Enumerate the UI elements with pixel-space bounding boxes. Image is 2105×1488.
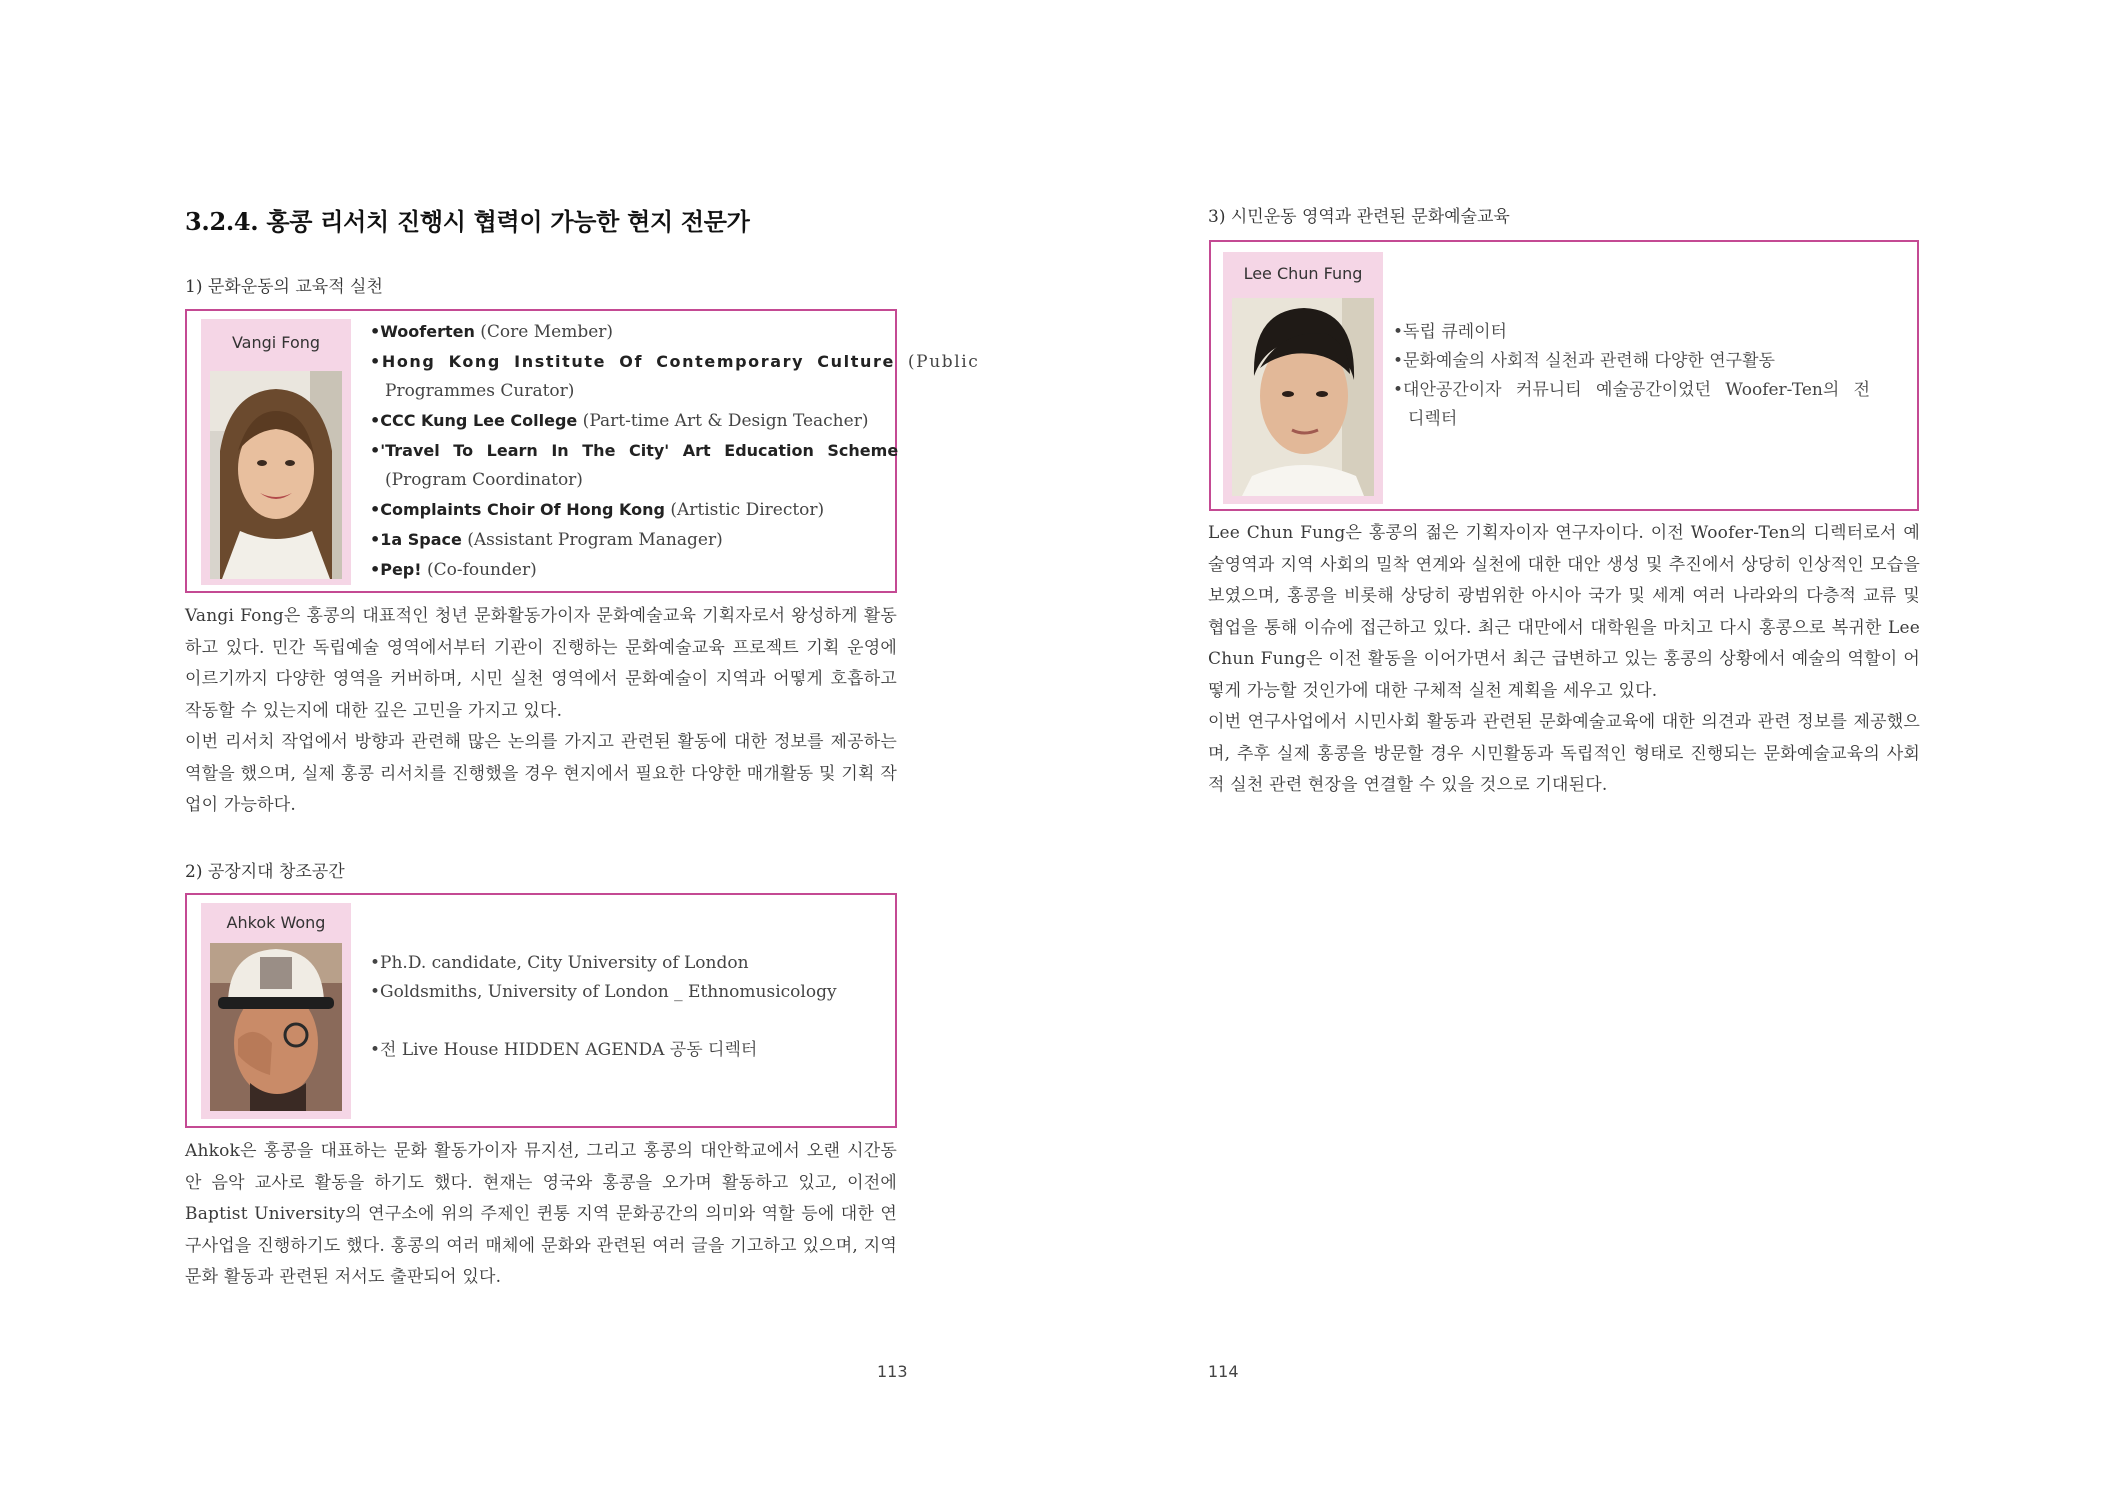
affiliation-spacer [370, 1007, 888, 1036]
affiliation-item: •Pep! (Co-founder) [370, 560, 537, 580]
page-number-right: 114 [1208, 1362, 1239, 1381]
affiliation-item: •1a Space (Assistant Program Manager) [370, 530, 723, 550]
right-page [1208, 0, 1923, 1488]
photo-panel [201, 903, 351, 1119]
affiliation-item: •문화예술의 사회적 실천과 관련해 다양한 연구활동 [1393, 351, 1775, 371]
section-title: 3.2.4. 홍콩 리서치 진행시 협력이 가능한 현지 전문가 [185, 207, 750, 236]
affiliation-item: •Goldsmiths, University of London _ Ethnomusicology [370, 982, 837, 1002]
lee-affiliation-list [1393, 318, 1905, 434]
affiliation-item: •Complaints Choir Of Hong Kong (Artistic Director) [370, 500, 825, 520]
subsection-heading-1: 1) 문화운동의 교육적 실천 [185, 277, 383, 297]
subsection-heading-2: 2) 공장지대 창조공간 [185, 862, 345, 882]
paragraph: 이번 연구사업에서 시민사회 활동과 관련된 문화예술교육에 대한 의견과 관련 정보를 제공했으며, 추후 실제 홍콩을 방문할 경우 시민활동과 독립적인 형태로 진행되는 문화예술교육의 사회적 실천 관련 현장을 연결할 수 있을 것으로 기대된다. [1208, 712, 1920, 795]
vangi-affiliation-list [370, 317, 980, 585]
affiliation-item: •Hong Kong Institute Of Contemporary Culture (Public [370, 352, 980, 372]
ahkok-description [185, 1136, 897, 1294]
ahkok-affiliation-list [370, 949, 888, 1065]
photo-panel [201, 319, 351, 585]
paragraph: 이번 리서치 작업에서 방향과 관련해 많은 논의를 가지고 관련된 활동에 대한 정보를 제공하는 역할을 했으며, 실제 홍콩 리서치를 진행했을 경우 현지에서 필요한 다양한 매개활동 및 기획 작업이 가능하다. [185, 732, 897, 815]
lee-description [1208, 518, 1920, 802]
profile-name: Lee Chun Fung [1243, 264, 1363, 283]
affiliation-item: •'Travel To Learn In The City' Art Education Scheme [370, 441, 899, 460]
vangi-description [185, 601, 897, 822]
affiliation-item: •Wooferten (Core Member) [370, 322, 614, 342]
profile-box-vangi [185, 309, 980, 593]
affiliation-item: (Program Coordinator) [385, 470, 583, 490]
photo-panel [1223, 252, 1383, 504]
profile-box-lee [1209, 240, 1919, 511]
affiliation-item: •전 Live House HIDDEN AGENDA 공동 디렉터 [370, 1040, 758, 1060]
portrait-photo-ahkok [210, 943, 342, 1111]
subsection-heading-3: 3) 시민운동 영역과 관련된 문화예술교육 [1208, 207, 1510, 227]
portrait-photo-lee [1232, 298, 1374, 496]
affiliation-item: •CCC Kung Lee College (Part-time Art & Design Teacher) [370, 411, 869, 431]
affiliation-item: 디렉터 [1408, 409, 1458, 429]
profile-box-ahkok [185, 893, 897, 1128]
profile-name: Ahkok Wong [226, 913, 326, 932]
profile-name: Vangi Fong [231, 333, 321, 352]
left-page [185, 0, 980, 1488]
paragraph: Vangi Fong은 홍콩의 대표적인 청년 문화활동가이자 문화예술교육 기획자로서 왕성하게 활동하고 있다. 민간 독립예술 영역에서부터 기관이 진행하는 문화예술교육 프로젝트 기획 운영에 이르기까지 다양한 영역을 커버하며, 시민 실천 영역에서 문화예술이 지역과 어떻게 호흡하고 작동할 수 있는지에 대한 깊은 고민을 가지고 있다. [185, 606, 897, 721]
page-number-left: 113 [877, 1362, 908, 1381]
affiliation-item: •독립 큐레이터 [1393, 322, 1507, 342]
affiliation-item: Programmes Curator) [385, 381, 575, 401]
affiliation-item: •대안공간이자 커뮤니티 예술공간이었던 Woofer-Ten의 전 [1393, 380, 1871, 400]
portrait-photo-vangi [210, 371, 342, 579]
paragraph: Lee Chun Fung은 홍콩의 젊은 기획자이자 연구자이다. 이전 Woofer-Ten의 디렉터로서 예술영역과 지역 사회의 밀착 연계와 실천에 대한 대안 생성 및 추진에서 상당히 인상적인 모습을 보였으며, 홍콩을 비롯해 상당히 광범위한 아시아 국가 및 세계 여러 나라와의 다층적 교류 및 협업을 통해 이슈에 접근하고 있다. 최근 대만에서 대학원을 마치고 다시 홍콩으로 복귀한 Lee Chun Fung은 이전 활동을 이어가면서 최근 급변하고 있는 홍콩의 상황에서 예술의 역할이 어떻게 가능할 것인가에 대한 구체적 실천 계획을 세우고 있다. [1208, 523, 1920, 701]
paragraph: Ahkok은 홍콩을 대표하는 문화 활동가이자 뮤지션, 그리고 홍콩의 대안학교에서 오랜 시간동안 음악 교사로 활동을 하기도 했다. 현재는 영국와 홍콩을 오가며 활동하고 있고, 이전에 Baptist University의 연구소에 위의 주제인 퀸통 지역 문화공간의 의미와 역할 등에 대한 연구사업을 진행하기도 했다. 홍콩의 여러 매체에 문화와 관련된 여러 글을 기고하고 있으며, 지역 문화 활동과 관련된 저서도 출판되어 있다. [185, 1141, 897, 1287]
affiliation-item: •Ph.D. candidate, City University of London [370, 953, 749, 973]
